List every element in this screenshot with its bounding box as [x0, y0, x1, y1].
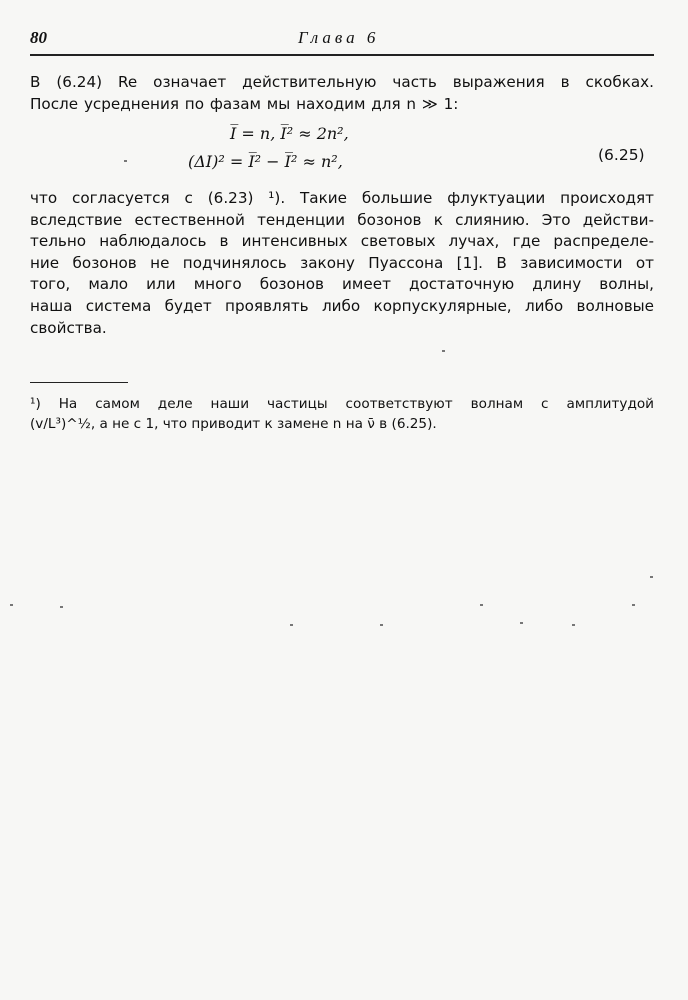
- paragraph-2: [30, 188, 654, 339]
- equation-line-1: I̅ = n, I̅² ≈ 2n²,: [230, 124, 349, 143]
- header-rule: [30, 54, 654, 56]
- page-header: [30, 28, 654, 52]
- scan-speck: [520, 622, 523, 624]
- paragraph-line: что согласуется с (6.23) ¹). Такие большие флуктуации происходят: [30, 189, 654, 207]
- footnote-line: (v/L³)^½, а не с 1, что приводит к замене n на ν̄ в (6.25).: [30, 416, 437, 432]
- scan-speck: [650, 576, 653, 578]
- paragraph-line: вследствие естественной тенденции бозонов к слиянию. Это действи-: [30, 210, 654, 229]
- scan-speck: [60, 606, 63, 608]
- paragraph-1: [30, 72, 654, 115]
- paragraph-line: наша система будет проявлять либо корпускулярные, либо волновые: [30, 296, 654, 315]
- footnote: [30, 394, 654, 434]
- scan-speck: [442, 350, 445, 352]
- scan-speck: [380, 624, 383, 626]
- paragraph-line: того, мало или много бозонов имеет достаточную длину волны,: [30, 275, 654, 294]
- footnote-line: ¹) На самом деле наши частицы соответствуют волнам с амплитудой: [30, 396, 654, 412]
- scan-speck: [10, 604, 13, 606]
- scan-speck: [632, 604, 635, 606]
- paragraph-line: После усреднения по фазам мы находим для n ≫ 1:: [30, 94, 459, 113]
- paragraph-line: тельно наблюдалось в интенсивных световых лучах, где распределе-: [30, 232, 654, 251]
- footnote-rule: [30, 382, 128, 383]
- paragraph-line: ние бозонов не подчинялось закону Пуассона [1]. В зависимости от: [30, 253, 654, 272]
- paragraph-line: В (6.24) Re означает действительную часть выражения в скобках.: [30, 73, 654, 91]
- scan-speck: [480, 604, 483, 606]
- scan-speck: [290, 624, 293, 626]
- equation-line-2: (ΔI)² = I̅² − I̅² ≈ n²,: [188, 152, 343, 171]
- equation-number: (6.25): [598, 146, 645, 164]
- page-number: 80: [30, 28, 47, 47]
- scan-speck: [572, 624, 575, 626]
- running-head: Глава 6: [298, 28, 380, 47]
- scan-speck: [124, 160, 127, 162]
- paragraph-line: свойства.: [30, 318, 107, 337]
